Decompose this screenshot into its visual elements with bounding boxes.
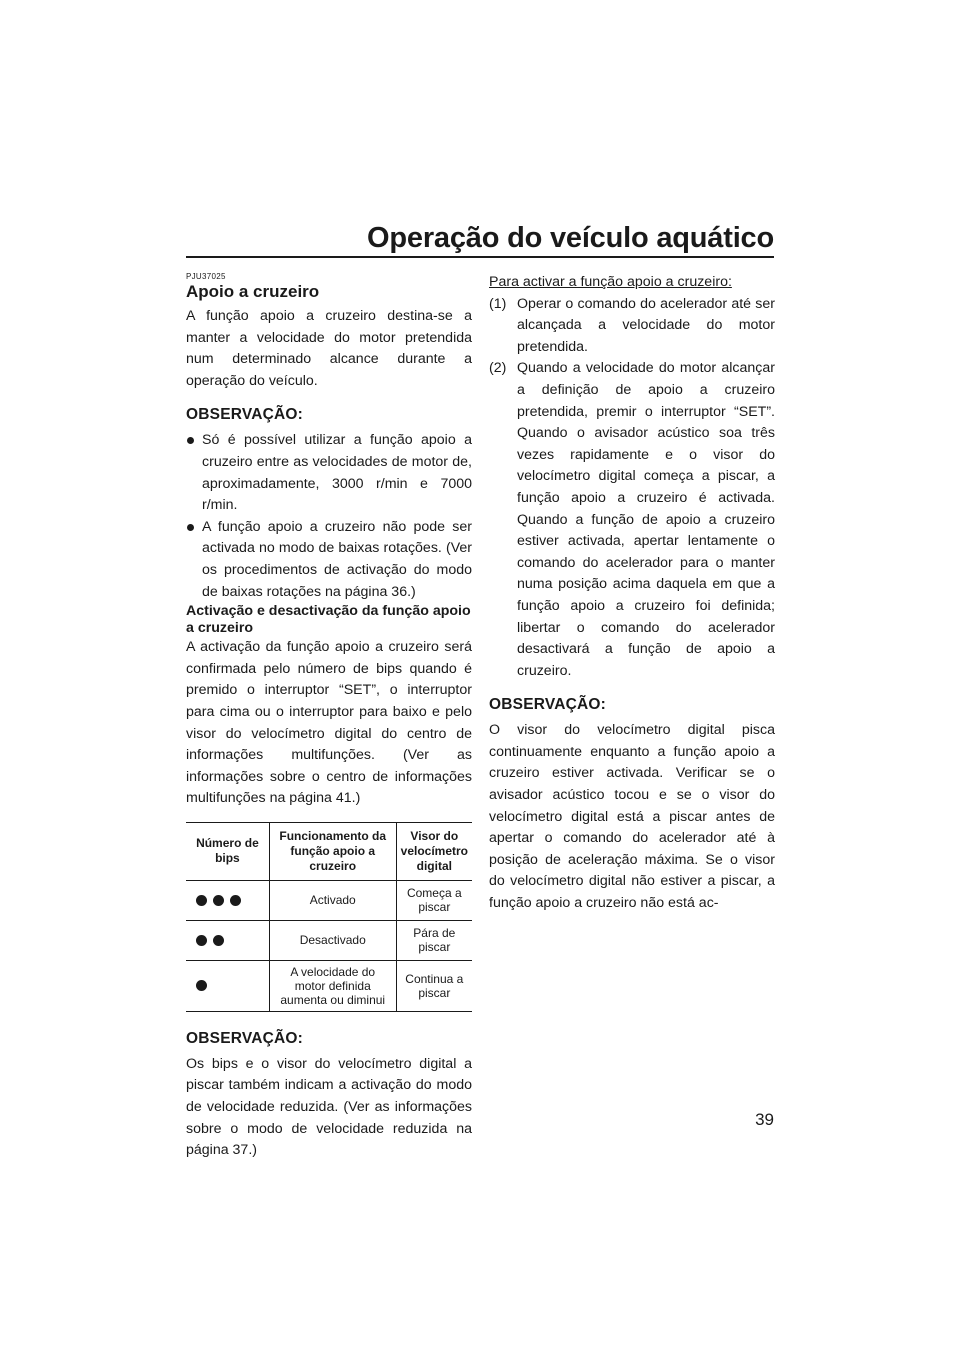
left-column	[186, 272, 472, 1162]
note-paragraph-3: O visor do velocímetro digital pisca continuamente enquanto a função apoio a cruzeiro estiver activada. Verificar se o avisador acústico tocou e se o visor do velocímetro digital está a piscar antes de apertar o comando do acelerador até à posição de aceleração máxima. Se o visor do velocímetro digital não estiver a piscar, a função apoio a cruzeiro não está ac-	[489, 722, 775, 912]
steps-list	[489, 294, 775, 683]
table-row	[186, 920, 472, 960]
beep-dot-icon	[213, 935, 224, 946]
note-bullet	[186, 517, 472, 603]
beep-dot-icon	[196, 895, 207, 906]
step-text: Operar o comando do acelerador até ser alcançada a velocidade do motor pretendida.	[517, 295, 775, 355]
right-column	[489, 272, 775, 915]
note-paragraph-2: Os bips e o visor do velocímetro digital a piscar também indicam a activação do modo de velocidade reduzida. (Ver as informações sobre o modo de velocidade reduzida na página 37.)	[186, 1055, 472, 1159]
page-number: 39	[755, 1110, 774, 1129]
note-bullet	[186, 430, 472, 516]
step-number: (2)	[489, 360, 507, 377]
step-text: Quando a velocidade do motor alcançar a definição de apoio a cruzeiro pretendida, premir o interruptor “SET”. Quando o avisador acústico soa três vezes rapidamente e o visor do velocímetro digital começa a piscar, a função apoio a cruzeiro é activada. Quando a função de apoio a cruzeiro estiver activada, apertar lentamente o comando do acelerador para o manter numa posição acima daquela em que a função apoio a cruzeiro foi definida; libertar o comando do acelerador desactivará a função de apoio a cruzeiro.	[517, 360, 775, 679]
beep-dots	[190, 935, 265, 946]
table-header-row	[186, 822, 472, 880]
steps-heading: Para activar a função apoio a cruzeiro:	[489, 274, 732, 290]
beep-dot-icon	[230, 895, 241, 906]
col-header-beeps: Número de bips	[196, 836, 259, 866]
note-heading-2: OBSERVAÇÃO:	[186, 1029, 304, 1047]
table-row	[186, 880, 472, 920]
function-cell: A velocidade do motor definida aumenta ou diminui	[269, 960, 396, 1011]
beep-dots	[190, 980, 265, 991]
beep-count-cell	[186, 880, 269, 920]
beep-table	[186, 822, 472, 1012]
header-rule	[186, 256, 774, 258]
section-title: Apoio a cruzeiro	[186, 282, 320, 301]
col-header-function: Funcionamento da função apoio a cruzeiro	[269, 822, 396, 880]
bullet-dot-icon	[187, 437, 194, 444]
section-code: PJU37025	[186, 272, 226, 281]
step-number: (1)	[489, 295, 507, 312]
beep-count-cell	[186, 960, 269, 1011]
bullet-dot-icon	[187, 524, 194, 531]
beep-dot-icon	[213, 895, 224, 906]
note-heading-1: OBSERVAÇÃO:	[186, 406, 304, 424]
page-header-title: Operação do veículo aquático	[367, 222, 774, 254]
beep-dot-icon	[196, 980, 207, 991]
visor-cell: Continua a piscar	[396, 960, 472, 1011]
beep-dots	[190, 895, 265, 906]
step-item	[489, 294, 775, 359]
subsection-heading: Activação e desactivação da função apoio a cruzeiro	[186, 603, 471, 637]
visor-cell: Começa a piscar	[396, 880, 472, 920]
function-cell: Activado	[269, 880, 396, 920]
note-bullet-list	[186, 430, 472, 603]
subsection-paragraph: A activação da função apoio a cruzeiro será confirmada pelo número de bips quando é premido o interruptor “SET”, o interruptor para cima ou o interruptor para baixo e pelo visor do velocímetro digital do centro de informações multifunções. (Ver as informações sobre o centro de informações multifunções na página 41.)	[186, 639, 472, 807]
col-header-visor: Visor do velocímetro digital	[396, 822, 472, 880]
function-cell: Desactivado	[269, 920, 396, 960]
intro-paragraph: A função apoio a cruzeiro destina-se a manter a velocidade do motor pretendida num determinado alcance durante a operação do veículo.	[186, 308, 472, 389]
visor-cell: Pára de piscar	[396, 920, 472, 960]
note-bullet-text: A função apoio a cruzeiro não pode ser activada no modo de baixas rotações. (Ver os procedimentos de activação do modo de baixas rotações na página 36.)	[202, 518, 472, 600]
beep-dot-icon	[196, 935, 207, 946]
table-row	[186, 960, 472, 1011]
step-item	[489, 358, 775, 682]
note-heading-3: OBSERVAÇÃO:	[489, 696, 607, 714]
note-bullet-text: Só é possível utilizar a função apoio a cruzeiro entre as velocidades de motor de, aproximadamente, 3000 r/min e 7000 r/min.	[202, 432, 472, 514]
beep-count-cell	[186, 920, 269, 960]
